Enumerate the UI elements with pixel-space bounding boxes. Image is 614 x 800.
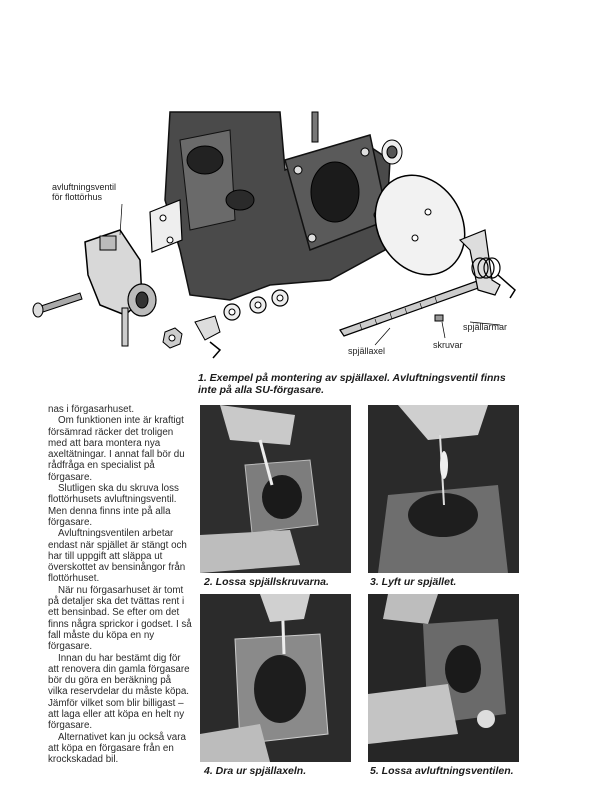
photo-2-image — [200, 405, 351, 573]
photo-3 — [368, 405, 519, 573]
paragraph-3: Slutligen ska du skruva loss flottörhusets avluftningsventil. Men denna finns inte på alla förgasare. — [48, 483, 179, 528]
paragraph-1: nas i förgasarhuset. — [48, 404, 135, 415]
photo-4-image — [200, 594, 351, 762]
photo-5-caption: 5. Lossa avluftningsventilen. — [370, 765, 514, 777]
paragraph-6: Innan du har bestämt dig för att renovera din gamla förgasare bör du göra en beräkning på vilka reservdelar du måste köpa. Jämför vilket som blir billigast – att laga eller att köpa en helt ny förgasare. — [48, 652, 190, 732]
exploded-diagram — [30, 100, 590, 370]
figure-1-caption — [198, 372, 508, 396]
label-vent-valve-line1: avluftningsventil — [52, 182, 117, 192]
label-vent-valve-line2: för flottörhus — [52, 192, 103, 202]
photo-2 — [200, 405, 351, 573]
photo-3-image — [368, 405, 519, 573]
paragraph-4: Avluftningsventilen arbetar endast när spjället är stängt och har till uppgift att släppa ut överskottet av bensinångor från flottörhuset. — [48, 528, 187, 585]
photo-3-caption: 3. Lyft ur spjället. — [370, 576, 457, 588]
photo-4 — [200, 594, 351, 762]
figure-1-caption-line2: inte på alla SU-förgasare. — [198, 384, 325, 396]
photo-4-caption: 4. Dra ur spjällaxeln. — [204, 765, 307, 777]
paragraph-2: Om funktionen inte är kraftigt försämrad räcker det troligen med att bara montera nya axeltätningar. I annat fall bör du rådfråga en specialist på förgasare. — [48, 415, 185, 483]
figure-1-caption-line1: 1. Exempel på montering av spjällaxel. Avluftningsventil finns — [198, 372, 506, 384]
label-skruvar: skruvar — [433, 340, 463, 350]
label-vent-valve — [52, 182, 116, 202]
photo-2-caption: 2. Lossa spjällskruvarna. — [204, 576, 329, 588]
paragraph-5: När nu förgasarhuset är tomt på detaljer ska det tvättas rent i ett bensinbad. Se efter om det finns några sprickor i godset. I så fall måste du köpa en ny förgasare. — [48, 584, 192, 653]
body-text — [48, 404, 193, 766]
label-spjallarmar: spjällarmar — [463, 322, 508, 332]
paragraph-7: Alternativet kan ju också vara att köpa en förgasare från en krockskadad bil. — [48, 731, 186, 766]
label-spjallaxel: spjällaxel — [348, 346, 386, 356]
photo-5 — [368, 594, 519, 762]
photo-5-image — [368, 594, 519, 762]
